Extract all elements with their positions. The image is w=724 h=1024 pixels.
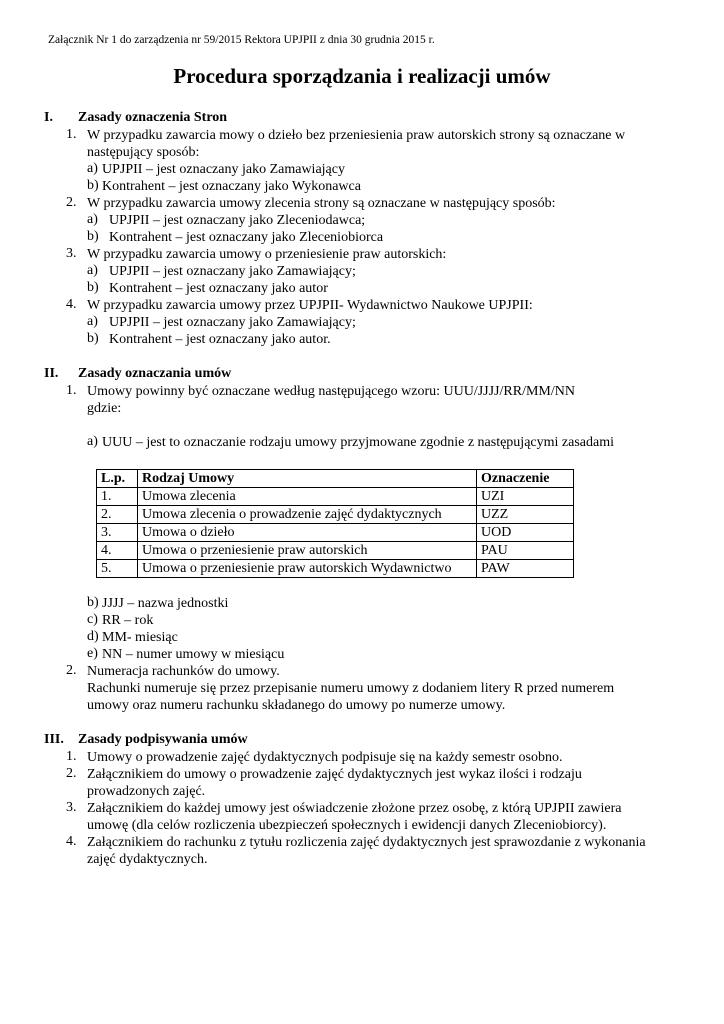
s3-item3-line2: umowę (dla celów rozliczenia ubezpieczeń społecznych i ewidencji danych Zleceniobiorcy). — [87, 818, 607, 833]
s1-item2-b: Kontrahent – jest oznaczany jako Zleceniobiorca — [109, 230, 384, 245]
section-2-number: II. — [44, 366, 59, 381]
s1-item1-number: 1. — [66, 127, 77, 142]
table-cell: PAU — [477, 542, 574, 560]
table-cell: Umowa zlecenia — [138, 488, 477, 506]
table-cell: 4. — [97, 542, 138, 560]
table-cell: Umowa o przeniesienie praw autorskich Wydawnictwo — [138, 560, 477, 578]
section-2-heading: Zasady oznaczania umów — [78, 366, 232, 381]
table-cell: 5. — [97, 560, 138, 578]
table-header-cell: L.p. — [97, 470, 138, 488]
table-row — [97, 560, 574, 578]
s3-item4-line2: zajęć dydaktycznych. — [87, 852, 208, 867]
header-note: Załącznik Nr 1 do zarządzenia nr 59/2015 Rektora UPJPII z dnia 30 grudnia 2015 r. — [48, 34, 435, 46]
table-row — [97, 506, 574, 524]
table-header-cell: Rodzaj Umowy — [138, 470, 477, 488]
s1-item3-line1: W przypadku zawarcia umowy o przeniesienie praw autorskich: — [87, 247, 447, 262]
section-3-heading: Zasady podpisywania umów — [78, 732, 248, 747]
table-cell: 3. — [97, 524, 138, 542]
s3-item2-number: 2. — [66, 766, 77, 781]
s1-item1-line1: W przypadku zawarcia mowy o dzieło bez przeniesienia praw autorskich strony są oznaczane w — [87, 128, 626, 143]
s1-item3-a-label: a) — [87, 263, 98, 278]
table-row — [97, 524, 574, 542]
s1-item4-line1: W przypadku zawarcia umowy przez UPJPII- Wydawnictwo Naukowe UPJPII: — [87, 298, 533, 313]
table-header-cell: Oznaczenie — [477, 470, 574, 488]
s3-item2-line2: prowadzonych zajęć. — [87, 784, 206, 799]
s2-a-label: a) — [87, 434, 98, 449]
s2-a-text: UUU – jest to oznaczanie rodzaju umowy przyjmowane zgodnie z następującymi zasadami — [102, 435, 614, 450]
s2-item2-line3: umowy oraz numeru rachunku składanego do umowy po numerze umowy. — [87, 698, 506, 713]
s3-item3-line1: Załącznikiem do każdej umowy jest oświadczenie złożone przez osobę, z którą UPJPII zawiera — [87, 801, 622, 816]
contract-type-table — [96, 469, 574, 578]
s1-item2-a-label: a) — [87, 212, 98, 227]
s3-item1-number: 1. — [66, 749, 77, 764]
s2-b-label: b) — [87, 595, 99, 610]
s1-item3-b: Kontrahent – jest oznaczany jako autor — [109, 281, 328, 296]
s1-item1-line2: następujący sposób: — [87, 145, 200, 160]
s1-item1-b: Kontrahent – jest oznaczany jako Wykonawca — [102, 179, 361, 194]
table-cell: 1. — [97, 488, 138, 506]
page-title: Procedura sporządzania i realizacji umów — [173, 64, 551, 88]
s1-item3-a: UPJPII – jest oznaczany jako Zamawiający; — [109, 264, 356, 279]
table-cell: Umowa o dzieło — [138, 524, 477, 542]
s3-item4-number: 4. — [66, 834, 77, 849]
s1-item4-a-label: a) — [87, 314, 98, 329]
s2-e-label: e) — [87, 646, 98, 661]
s1-item2-b-label: b) — [87, 229, 99, 244]
s3-item1-line1: Umowy o prowadzenie zajęć dydaktycznych podpisuje się na każdy semestr osobno. — [87, 750, 563, 765]
table-row — [97, 542, 574, 560]
s1-item1-a-label: a) — [87, 161, 98, 176]
s2-item1-line2: gdzie: — [87, 401, 122, 416]
table-cell: UZI — [477, 488, 574, 506]
s1-item4-b: Kontrahent – jest oznaczany jako autor. — [109, 332, 331, 347]
s1-item4-b-label: b) — [87, 331, 99, 346]
s1-item1-b-label: b) — [87, 178, 99, 193]
section-1-number: I. — [44, 110, 53, 125]
s1-item1-a: UPJPII – jest oznaczany jako Zamawiający — [102, 162, 345, 177]
s1-item4-a: UPJPII – jest oznaczany jako Zamawiający; — [109, 315, 356, 330]
s2-e-text: NN – numer umowy w miesiącu — [102, 647, 285, 662]
s2-item1-number: 1. — [66, 383, 77, 398]
table-cell: Umowa o przeniesienie praw autorskich — [138, 542, 477, 560]
s2-item2-line2: Rachunki numeruje się przez przepisanie numeru umowy z dodaniem litery R przed numerem — [87, 681, 615, 696]
s2-item1-line1: Umowy powinny być oznaczane według następującego wzoru: UUU/JJJJ/RR/MM/NN — [87, 384, 575, 399]
s2-c-label: c) — [87, 612, 98, 627]
s2-d-label: d) — [87, 629, 99, 644]
s2-c-text: RR – rok — [102, 613, 154, 628]
table-cell: PAW — [477, 560, 574, 578]
s1-item2-number: 2. — [66, 195, 77, 210]
table-cell: 2. — [97, 506, 138, 524]
table-cell: UZZ — [477, 506, 574, 524]
s3-item3-number: 3. — [66, 800, 77, 815]
section-3-number: III. — [44, 732, 64, 747]
s2-b-text: JJJJ – nazwa jednostki — [102, 596, 229, 611]
s3-item2-line1: Załącznikiem do umowy o prowadzenie zajęć dydaktycznych jest wykaz ilości i rodzaju — [87, 767, 582, 782]
s2-d-text: MM- miesiąc — [102, 630, 178, 645]
section-1-heading: Zasady oznaczenia Stron — [78, 110, 228, 125]
s1-item3-b-label: b) — [87, 280, 99, 295]
s2-item2-line1: Numeracja rachunków do umowy. — [87, 664, 280, 679]
s1-item2-line1: W przypadku zawarcia umowy zlecenia strony są oznaczane w następujący sposób: — [87, 196, 556, 211]
s1-item4-number: 4. — [66, 297, 77, 312]
s1-item2-a: UPJPII – jest oznaczany jako Zleceniodawca; — [109, 213, 366, 228]
table-cell: Umowa zlecenia o prowadzenie zajęć dydaktycznych — [138, 506, 477, 524]
table-header-row — [97, 470, 574, 488]
s1-item3-number: 3. — [66, 246, 77, 261]
s3-item4-line1: Załącznikiem do rachunku z tytułu rozliczenia zajęć dydaktycznych jest sprawozdanie z wykonania — [87, 835, 646, 850]
table-cell: UOD — [477, 524, 574, 542]
s2-item2-number: 2. — [66, 663, 77, 678]
table-row — [97, 488, 574, 506]
